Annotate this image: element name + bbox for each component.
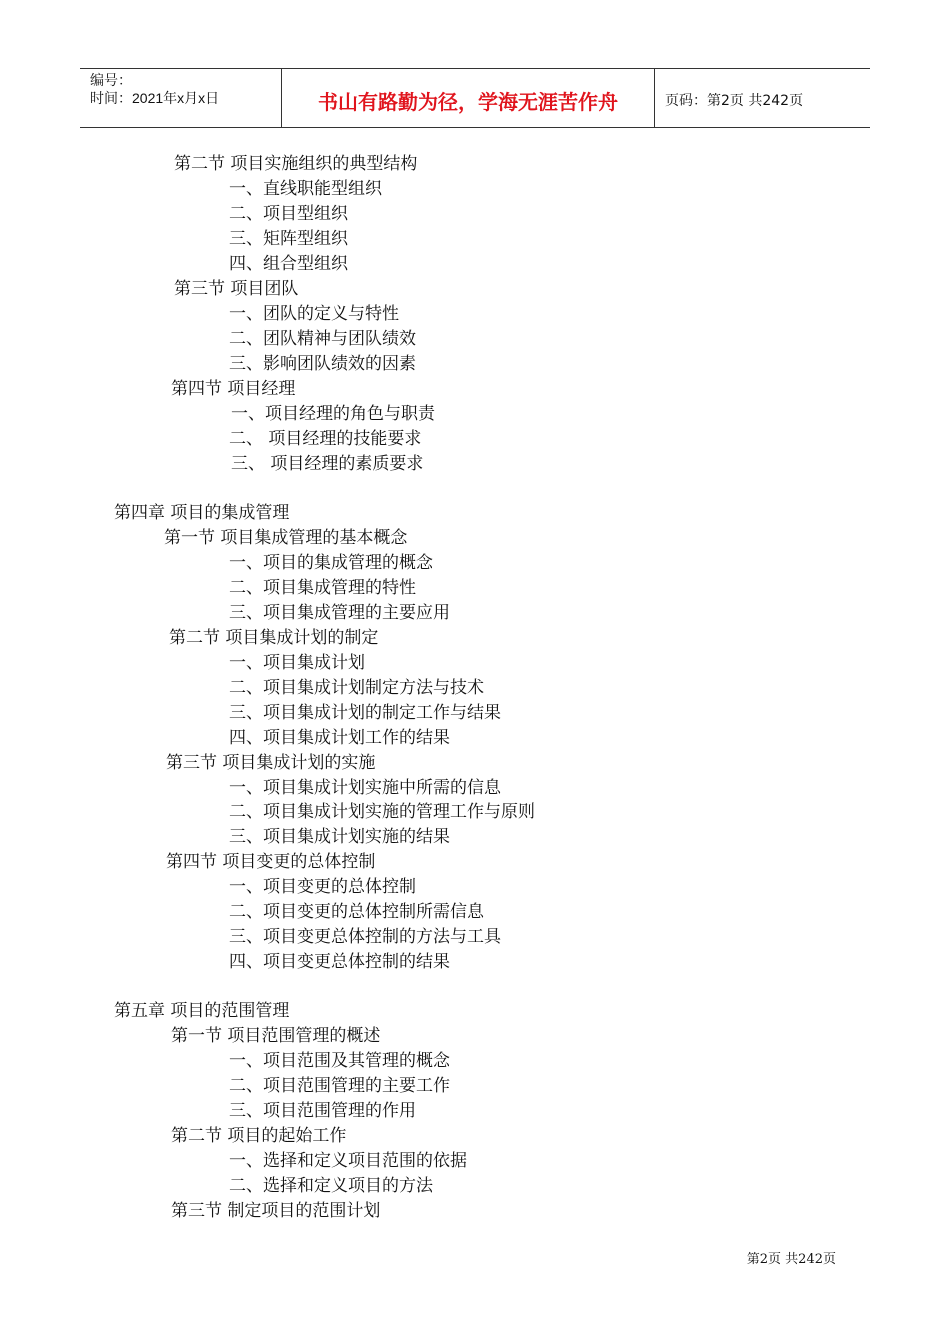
outline-section: 第三节 项目集成计划的实施 xyxy=(166,753,376,773)
outline-section: 第二节 项目集成计划的制定 xyxy=(169,628,379,648)
outline-item: 四、项目集成计划工作的结果 xyxy=(229,728,450,748)
outline-item: 一、直线职能型组织 xyxy=(229,179,382,199)
outline-item: 三、项目集成计划实施的结果 xyxy=(229,827,450,847)
outline-item: 四、组合型组织 xyxy=(229,254,348,274)
outline-item: 一、选择和定义项目范围的依据 xyxy=(229,1151,467,1171)
outline-item: 一、项目的集成管理的概念 xyxy=(229,553,433,573)
outline-item: 二、项目变更的总体控制所需信息 xyxy=(229,902,484,922)
outline-item: 一、团队的定义与特性 xyxy=(229,304,399,324)
outline-item: 四、项目变更总体控制的结果 xyxy=(229,952,450,972)
outline-section: 第三节 项目团队 xyxy=(174,279,299,299)
outline-item: 三、项目集成管理的主要应用 xyxy=(229,603,450,623)
header-meta xyxy=(80,69,282,127)
outline-item: 二、项目集成计划实施的管理工作与原则 xyxy=(229,802,535,822)
outline-chapter: 第五章 项目的范围管理 xyxy=(114,1001,290,1021)
outline-item: 一、项目集成计划 xyxy=(229,653,365,673)
outline-section: 第二节 项目实施组织的典型结构 xyxy=(174,154,418,174)
header-motto: 书山有路勤为径，学海无涯苦作舟 xyxy=(282,69,655,127)
outline-section: 第四节 项目变更的总体控制 xyxy=(166,852,376,872)
outline-item: 一、项目变更的总体控制 xyxy=(229,877,416,897)
outline-item: 一、项目集成计划实施中所需的信息 xyxy=(229,778,501,798)
outline-item: 三、矩阵型组织 xyxy=(229,229,348,249)
outline-item: 三、项目变更总体控制的方法与工具 xyxy=(229,927,501,947)
outline-item: 三、项目范围管理的作用 xyxy=(229,1101,416,1121)
outline-item: 三、影响团队绩效的因素 xyxy=(229,354,416,374)
outline-item: 二、项目型组织 xyxy=(229,204,348,224)
header-page-info: 页码：第2页 共242页 xyxy=(665,93,804,109)
outline-item: 三、项目集成计划的制定工作与结果 xyxy=(229,703,501,723)
outline-item: 二、项目集成管理的特性 xyxy=(229,578,416,598)
outline-item: 二、选择和定义项目的方法 xyxy=(229,1176,433,1196)
serial-label: 编号： xyxy=(90,72,132,88)
outline-item: 三、 项目经理的素质要求 xyxy=(231,454,424,474)
outline-section: 第二节 项目的起始工作 xyxy=(171,1126,347,1146)
outline-chapter: 第四章 项目的集成管理 xyxy=(114,503,290,523)
outline-item: 一、项目经理的角色与职责 xyxy=(231,404,435,424)
outline-section: 第一节 项目集成管理的基本概念 xyxy=(164,528,408,548)
outline-section: 第一节 项目范围管理的概述 xyxy=(171,1026,381,1046)
outline-item: 二、团队精神与团队绩效 xyxy=(229,329,416,349)
document-header xyxy=(80,68,870,128)
page-footer: 第2页 共242页 xyxy=(746,1252,836,1267)
outline-item: 二、项目集成计划制定方法与技术 xyxy=(229,678,484,698)
outline-item: 二、项目范围管理的主要工作 xyxy=(229,1076,450,1096)
time-label: 时间：2021年x月x日 xyxy=(90,90,220,106)
outline-section: 第三节 制定项目的范围计划 xyxy=(171,1201,381,1221)
outline-section: 第四节 项目经理 xyxy=(171,379,296,399)
outline-item: 二、 项目经理的技能要求 xyxy=(229,429,422,449)
outline-item: 一、项目范围及其管理的概念 xyxy=(229,1051,450,1071)
